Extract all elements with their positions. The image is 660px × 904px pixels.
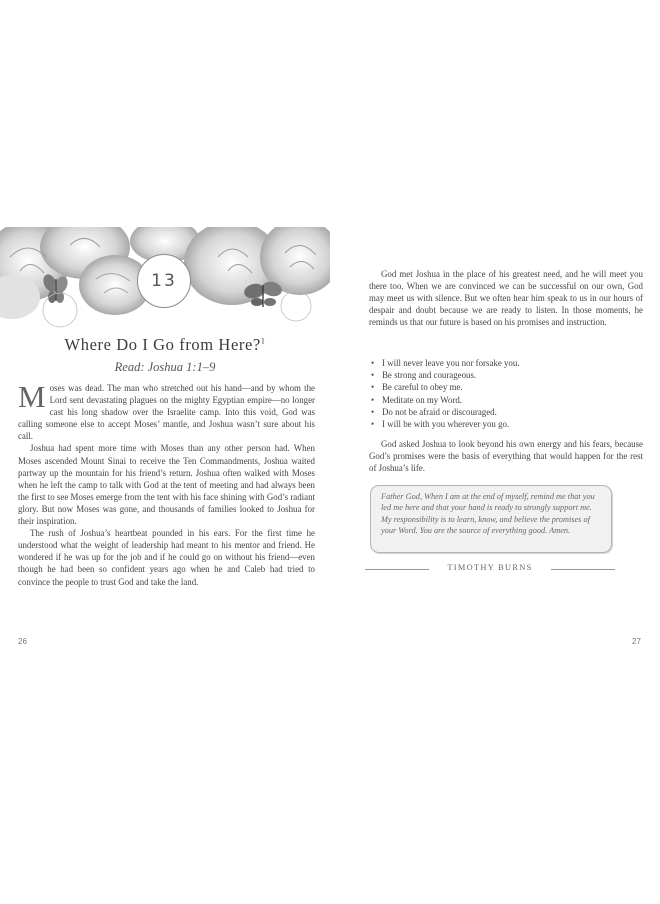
chapter-title	[0, 335, 330, 355]
list-item: • Be careful to obey me.	[370, 381, 640, 393]
right-rule	[551, 569, 615, 570]
closing-paragraph-text: God asked Joshua to look beyond his own energy and his fears, because God’s promises were the basis of everything that would happen for the rest of Joshua’s life.	[369, 439, 643, 474]
author-name: TIMOTHY BURNS	[447, 563, 533, 572]
author-attribution	[365, 563, 615, 575]
list-item: • Meditate on my Word.	[370, 394, 640, 406]
paragraph-1: oses was dead. The man who stretched out his hand—and by whom the Lord sent devastating plagues on the mighty Egyptian empire—no longer cast his long shadow over the Israelite camp. Into this void, God was calling someone else to accept Moses’ mantle, and Joshua wasn’t sure about his call.	[18, 383, 315, 442]
list-item: • I will be with you wherever you go.	[370, 418, 640, 430]
paragraph-3: The rush of Joshua’s heartbeat pounded in his ears. For the first time he understood what the weight of leadership had meant to his mentor and friend. He wondered if he was up for the job and if he could go on without his friend—even though he had been so confident years ago when he and Caleb had tried to convince the people to trust God and take the land.	[18, 528, 315, 587]
prayer-box	[370, 485, 612, 553]
list-item: • Be strong and courageous.	[370, 369, 640, 381]
chapter-number: 13	[151, 271, 177, 291]
intro-paragraph-text: God met Joshua in the place of his greatest need, and he will meet you there too. When we are convinced we can be successful on our own, God may meet us with silence. But we often hear him speak to us in our hours of despair and doubt because we are ready to listen. In those moments, he reminds us that our future is based on his promises and instruction.	[369, 269, 643, 328]
left-page-number: 26	[18, 637, 27, 646]
chapter-title-text: Where Do I Go from Here?	[64, 335, 261, 354]
right-page-number: 27	[632, 637, 641, 646]
chapter-footnote-marker: 1	[260, 336, 266, 346]
prayer-text: Father God, When I am at the end of myself, remind me that you led me here and that your hand is ready to strongly support me. My responsibility is to learn, know, and believe the promises of your Word. You are the source of everything good. Amen.	[381, 492, 595, 536]
intro-paragraph	[369, 268, 643, 328]
promise-list	[370, 357, 640, 430]
paragraph-2: Joshua had spent more time with Moses than any other person had. When Moses ascended Mount Sinai to receive the Ten Commandments, Joshua waited partway up the mountain for his friend’s return. Joshua often walked with Moses when he left the camp to talk with God at the tent of meeting and had always been the first to see Moses emerge from the tent with his face shining with God’s radiant glory. But now Moses was gone, and thousands of families looked to Joshua for their inspiration.	[18, 443, 315, 527]
scripture-reading: Read: Joshua 1:1–9	[114, 360, 216, 374]
left-body-text	[18, 379, 315, 588]
chapter-number-badge	[137, 254, 191, 308]
list-item: • Do not be afraid or discouraged.	[370, 406, 640, 418]
list-item: • I will never leave you nor forsake you.	[370, 357, 640, 369]
drop-cap: M	[18, 379, 46, 414]
closing-paragraph	[369, 438, 643, 474]
